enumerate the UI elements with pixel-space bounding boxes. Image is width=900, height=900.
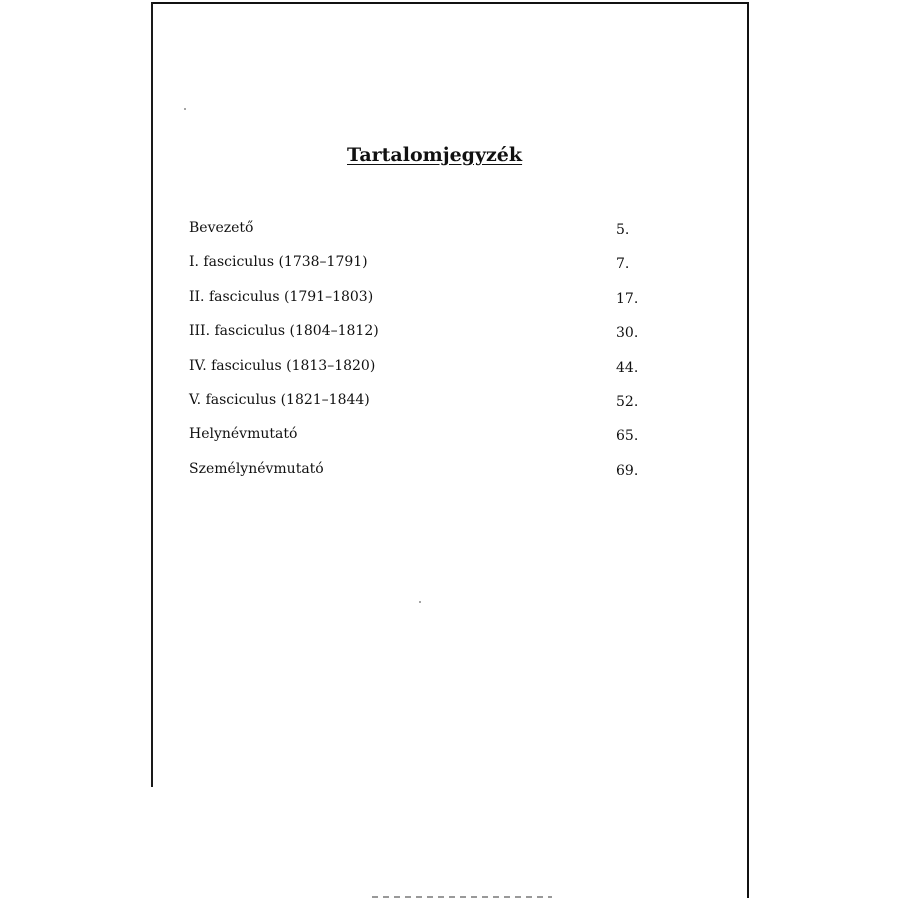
toc-entry-page: 44. (616, 359, 639, 376)
toc-entry-label: Bevezető (189, 220, 254, 236)
toc-entry-label: I. fasciculus (1738–1791) (189, 254, 368, 271)
toc-entry-page: 7. (616, 256, 630, 273)
toc-entry (189, 424, 649, 458)
toc-entry-page: 30. (616, 325, 639, 342)
scan-noise (372, 896, 552, 898)
toc-entry-label: V. fasciculus (1821–1844) (189, 391, 370, 408)
toc-entry-page: 17. (616, 290, 639, 307)
page-edge-right (747, 2, 749, 898)
scan-speck (184, 108, 186, 110)
toc-entry (189, 459, 649, 493)
toc-entry-label: Személynévmutató (189, 460, 324, 477)
toc-entry-page: 52. (616, 393, 639, 410)
scan-speck (419, 601, 421, 603)
toc-entry (189, 321, 649, 355)
toc-entry-label: II. fasciculus (1791–1803) (189, 288, 374, 305)
toc-entry-label: III. fasciculus (1804–1812) (189, 323, 379, 340)
toc-entry (189, 390, 649, 424)
table-of-contents (189, 218, 649, 493)
toc-entry (189, 356, 649, 390)
page-title: Tartalomjegyzék (347, 144, 523, 166)
page-edge-top (152, 2, 748, 4)
page-edge-left (151, 2, 153, 787)
toc-entry-page: 69. (616, 462, 639, 479)
toc-entry-label: Helynévmutató (189, 426, 298, 443)
toc-entry-label: IV. fasciculus (1813–1820) (189, 357, 376, 374)
toc-entry (189, 287, 649, 321)
toc-entry (189, 252, 649, 286)
toc-entry (189, 218, 649, 252)
toc-entry-page: 5. (616, 222, 630, 238)
toc-entry-page: 65. (616, 428, 639, 445)
